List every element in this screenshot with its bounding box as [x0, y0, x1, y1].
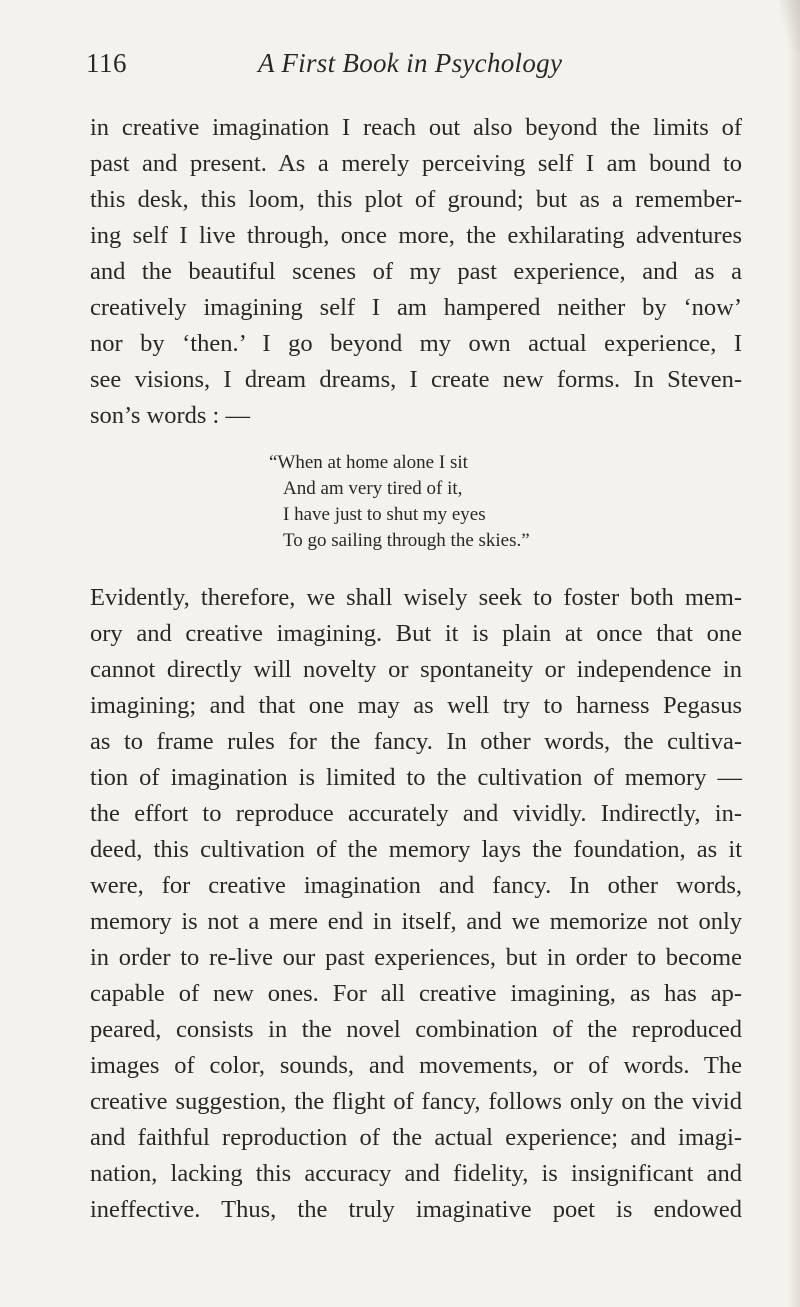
- text-line: and the beautiful scenes of my past experience, and as a: [90, 258, 742, 285]
- text-line: memory is not a mere end in itself, and we memorize not only: [90, 908, 742, 935]
- text-line: ineffective. Thus, the truly imaginative poet is endowed: [90, 1196, 742, 1223]
- text-line: ing self I live through, once more, the exhilarating adventures: [90, 222, 742, 249]
- text-line: tion of imagination is limited to the cultivation of memory —: [90, 764, 742, 791]
- text-line: and faithful reproduction of the actual experience; and imagi-: [90, 1124, 742, 1151]
- text-line: past and present. As a merely perceiving self I am bound to: [90, 150, 742, 177]
- text-line: ory and creative imagining. But it is plain at once that one: [90, 620, 742, 647]
- page-number: 116: [86, 48, 127, 78]
- page-edge-shadow: [786, 0, 800, 1307]
- text-line: the effort to reproduce accurately and vividly. Indirectly, in-: [90, 800, 742, 827]
- text-line: in order to re-live our past experiences, but in order to become: [90, 944, 742, 971]
- verse-line: And am very tired of it,: [283, 478, 463, 499]
- text-line: images of color, sounds, and movements, or of words. The: [90, 1052, 742, 1079]
- text-line: Evidently, therefore, we shall wisely seek to foster both mem-: [90, 584, 742, 611]
- text-line: were, for creative imagination and fancy. In other words,: [90, 872, 742, 899]
- text-line: deed, this cultivation of the memory lays the foundation, as it: [90, 836, 742, 863]
- verse-line: I have just to shut my eyes: [283, 504, 486, 525]
- verse-line: “When at home alone I sit: [269, 452, 468, 473]
- running-title: A First Book in Psychology: [258, 48, 563, 78]
- text-line: son’s words : —: [90, 402, 250, 429]
- text-line: nor by ‘then.’ I go beyond my own actual experience, I: [90, 330, 742, 357]
- text-line: cannot directly will novelty or spontaneity or independence in: [90, 656, 742, 683]
- text-line: as to frame rules for the fancy. In other words, the cultiva-: [90, 728, 742, 755]
- verse-line: To go sailing through the skies.”: [283, 530, 530, 551]
- text-line: imagining; and that one may as well try to harness Pegasus: [90, 692, 742, 719]
- running-header: [86, 48, 714, 88]
- text-line: creative suggestion, the flight of fancy, follows only on the vivid: [90, 1088, 742, 1115]
- text-line: peared, consists in the novel combination of the reproduced: [90, 1016, 742, 1043]
- text-line: this desk, this loom, this plot of ground; but as a remember-: [90, 186, 742, 213]
- text-line: creatively imagining self I am hampered neither by ‘now’: [90, 294, 742, 321]
- text-line: in creative imagination I reach out also beyond the limits of: [90, 114, 742, 141]
- text-line: see visions, I dream dreams, I create new forms. In Steven-: [90, 366, 742, 393]
- text-line: capable of new ones. For all creative imagining, as has ap-: [90, 980, 742, 1007]
- text-line: nation, lacking this accuracy and fidelity, is insignificant and: [90, 1160, 742, 1187]
